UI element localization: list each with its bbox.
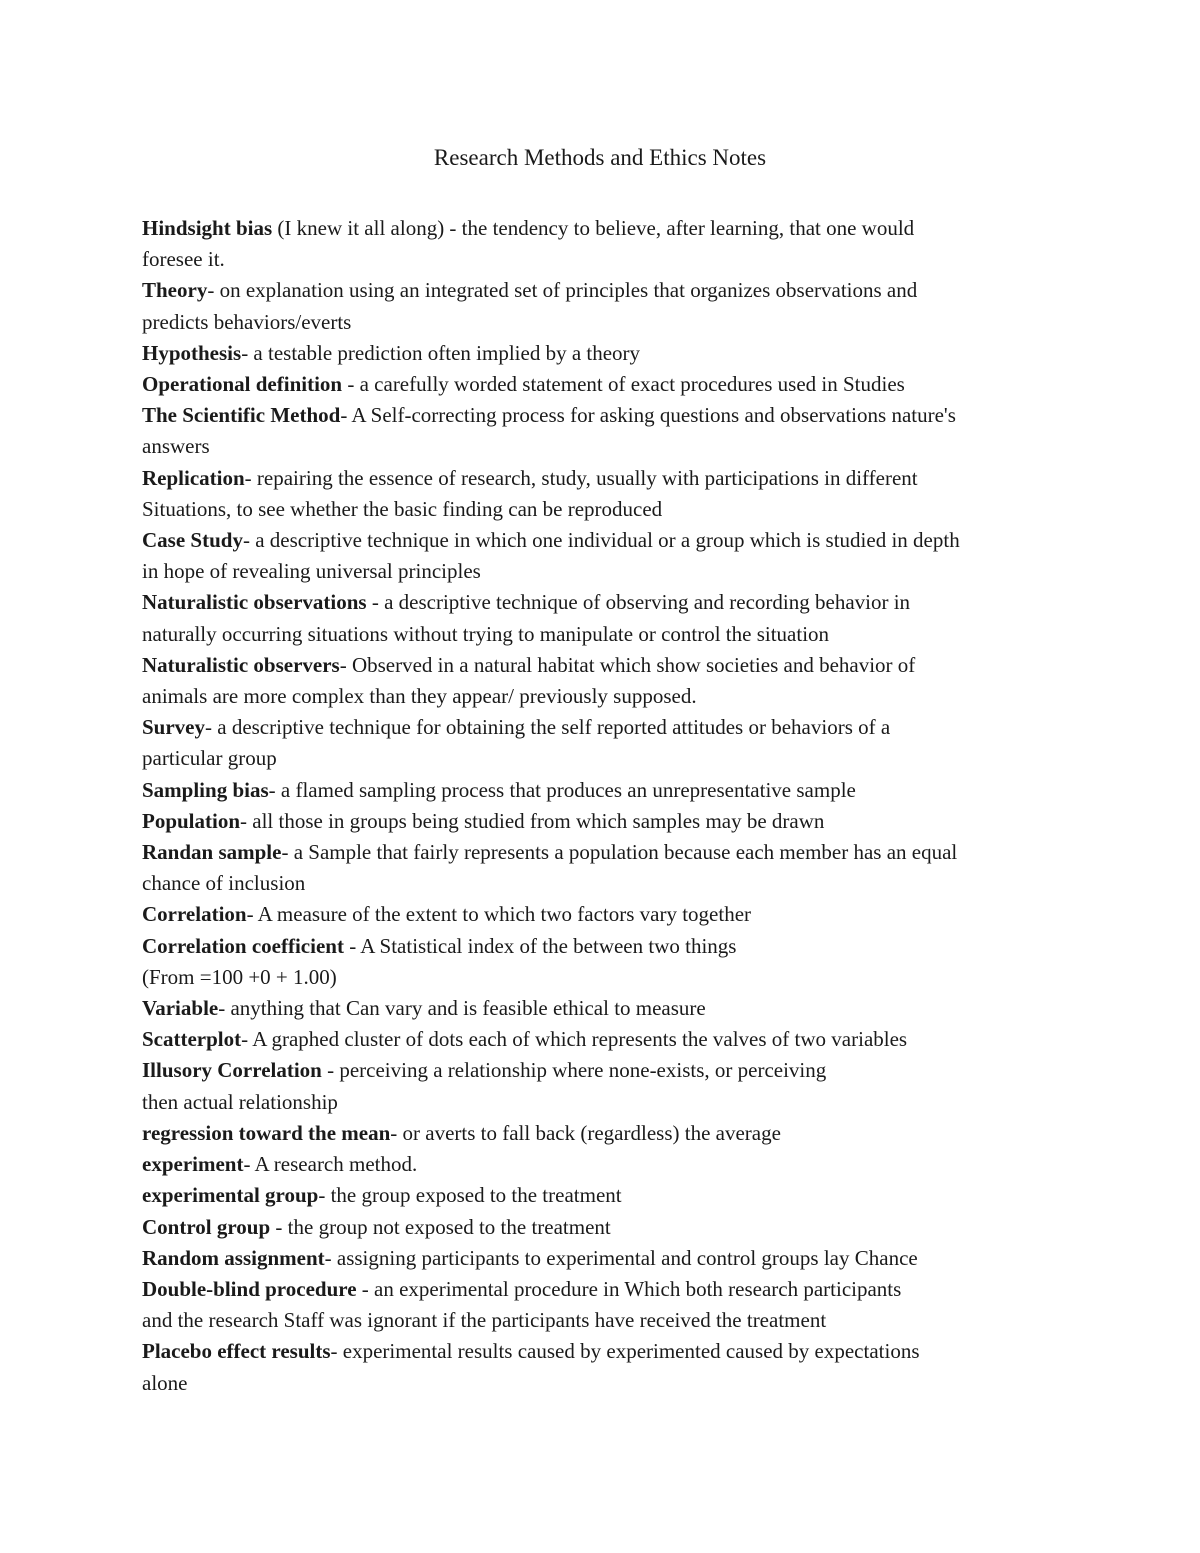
- definition-continuation-line: [142, 1368, 1072, 1399]
- definition-text: alone: [142, 1370, 188, 1395]
- definition-text: - a descriptive technique for obtaining the self reported attitudes or behaviors of a: [205, 715, 891, 740]
- definition-line: [142, 931, 1072, 962]
- definition-line: [142, 1118, 1072, 1149]
- definition-text: - a descriptive technique of observing and recording behavior in: [366, 590, 911, 615]
- term-heading: Sampling bias: [142, 777, 269, 802]
- definition-continuation-line: [142, 244, 1072, 275]
- definition-text: - or averts to fall back (regardless) the average: [390, 1120, 781, 1145]
- definition-text: predicts behaviors/everts: [142, 309, 352, 334]
- definition-text: chance of inclusion: [142, 871, 306, 896]
- definition-text: naturally occurring situations without trying to manipulate or control the situation: [142, 621, 830, 646]
- term-heading: Population: [142, 808, 241, 833]
- term-heading: Theory: [142, 278, 208, 303]
- definition-text: - A research method.: [243, 1152, 418, 1177]
- definition-text: - a Sample that fairly represents a population because each member has an equal: [281, 840, 958, 865]
- definition-line: [142, 587, 1072, 618]
- definition-line: [142, 993, 1072, 1024]
- definition-line: [142, 1212, 1072, 1243]
- definition-text: - A measure of the extent to which two factors vary together: [246, 902, 752, 927]
- definition-line: [142, 1243, 1072, 1274]
- definition-text: - the group not exposed to the treatment: [270, 1214, 611, 1239]
- term-heading: Naturalistic observers: [142, 652, 340, 677]
- term-heading: Replication: [142, 465, 245, 490]
- definition-line: [142, 806, 1072, 837]
- definition-text: (From =100 +0 + 1.00): [142, 964, 337, 989]
- definition-continuation-line: [142, 962, 1072, 993]
- term-heading: Survey: [142, 715, 205, 740]
- definition-text: - a flamed sampling process that produces an unrepresentative sample: [268, 777, 856, 802]
- term-heading: Placebo effect results: [142, 1339, 331, 1364]
- definition-line: [142, 1055, 1072, 1086]
- definition-line: [142, 338, 1072, 369]
- term-heading: Operational definition: [142, 372, 343, 397]
- definition-text: - assigning participants to experimental and control groups lay Chance: [324, 1245, 918, 1270]
- definition-line: [142, 1336, 1072, 1367]
- definition-line: [142, 1149, 1072, 1180]
- definition-continuation-line: [142, 743, 1072, 774]
- term-heading: Hindsight bias: [142, 216, 273, 240]
- term-heading: Randan sample: [142, 840, 282, 865]
- definition-text: - A graphed cluster of dots each of which represents the valves of two variables: [241, 1027, 908, 1052]
- definition-continuation-line: [142, 619, 1072, 650]
- definition-line: [142, 369, 1072, 400]
- term-heading: experiment: [142, 1152, 244, 1177]
- term-heading: Correlation: [142, 902, 247, 927]
- definition-text: - on explanation using an integrated set of principles that organizes observations and: [207, 278, 918, 303]
- definition-text: answers: [142, 434, 210, 459]
- definition-line: [142, 1180, 1072, 1211]
- definition-text: - all those in groups being studied from which samples may be drawn: [240, 808, 825, 833]
- definition-text: and the research Staff was ignorant if the participants have received the treatment: [142, 1308, 827, 1333]
- definition-continuation-line: [142, 307, 1072, 338]
- definition-line: [142, 837, 1072, 868]
- definition-text: - repairing the essence of research, study, usually with participations in different: [244, 465, 918, 490]
- term-heading: regression toward the mean: [142, 1120, 391, 1145]
- definition-line: [142, 525, 1072, 556]
- term-heading: Control group: [142, 1214, 271, 1239]
- definition-text: - Observed in a natural habitat which show societies and behavior of: [339, 652, 916, 677]
- definition-line: [142, 712, 1072, 743]
- definition-line: [142, 650, 1072, 681]
- definition-continuation-line: [142, 868, 1072, 899]
- term-heading: Illusory Correlation: [142, 1058, 322, 1083]
- definition-continuation-line: [142, 1087, 1072, 1118]
- term-heading: Scatterplot: [142, 1027, 242, 1052]
- definition-text: - perceiving a relationship where none-exists, or perceiving: [321, 1058, 827, 1083]
- definition-line: [142, 213, 1072, 244]
- page-title: Research Methods and Ethics Notes: [433, 145, 767, 170]
- definition-text: - a descriptive technique in which one individual or a group which is studied in depth: [242, 528, 960, 553]
- definition-continuation-line: [142, 431, 1072, 462]
- definition-text: (I knew it all along) - the tendency to believe, after learning, that one would: [272, 216, 915, 240]
- definition-continuation-line: [142, 494, 1072, 525]
- definition-continuation-line: [142, 556, 1072, 587]
- definition-line: [142, 1274, 1072, 1305]
- definition-line: [142, 400, 1072, 431]
- term-heading: Hypothesis: [142, 340, 242, 365]
- definition-text: animals are more complex than they appear/ previously supposed.: [142, 684, 697, 709]
- definition-text: in hope of revealing universal principles: [142, 559, 481, 584]
- definition-line: [142, 463, 1072, 494]
- definition-text: foresee it.: [142, 247, 225, 272]
- definition-line: [142, 1024, 1072, 1055]
- definition-text: - A Statistical index of the between two things: [343, 933, 737, 958]
- definition-text: - anything that Can vary and is feasible ethical to measure: [218, 996, 706, 1021]
- definition-text: - A Self-correcting process for asking questions and observations nature's: [340, 403, 956, 428]
- definition-text: then actual relationship: [142, 1089, 338, 1114]
- definition-text: particular group: [142, 746, 277, 771]
- definition-line: [142, 275, 1072, 306]
- definition-text: - an experimental procedure in Which both research participants: [356, 1276, 902, 1301]
- definition-line: [142, 775, 1072, 806]
- notes-body: [142, 213, 1072, 1399]
- term-heading: Case Study: [142, 528, 243, 553]
- term-heading: experimental group: [142, 1183, 319, 1208]
- definition-text: - experimental results caused by experimented caused by expectations: [330, 1339, 920, 1364]
- term-heading: Correlation coefficient: [142, 933, 344, 958]
- term-heading: Variable: [142, 996, 219, 1021]
- term-heading: Random assignment: [142, 1245, 325, 1270]
- definition-text: Situations, to see whether the basic finding can be reproduced: [142, 496, 663, 521]
- term-heading: The Scientific Method: [142, 403, 341, 428]
- definition-text: - a testable prediction often implied by a theory: [241, 340, 641, 365]
- definition-continuation-line: [142, 1305, 1072, 1336]
- term-heading: Double-blind procedure: [142, 1276, 357, 1301]
- term-heading: Naturalistic observations: [142, 590, 367, 615]
- definition-line: [142, 899, 1072, 930]
- definition-text: - the group exposed to the treatment: [318, 1183, 622, 1208]
- definition-text: - a carefully worded statement of exact procedures used in Studies: [342, 372, 905, 397]
- definition-continuation-line: [142, 681, 1072, 712]
